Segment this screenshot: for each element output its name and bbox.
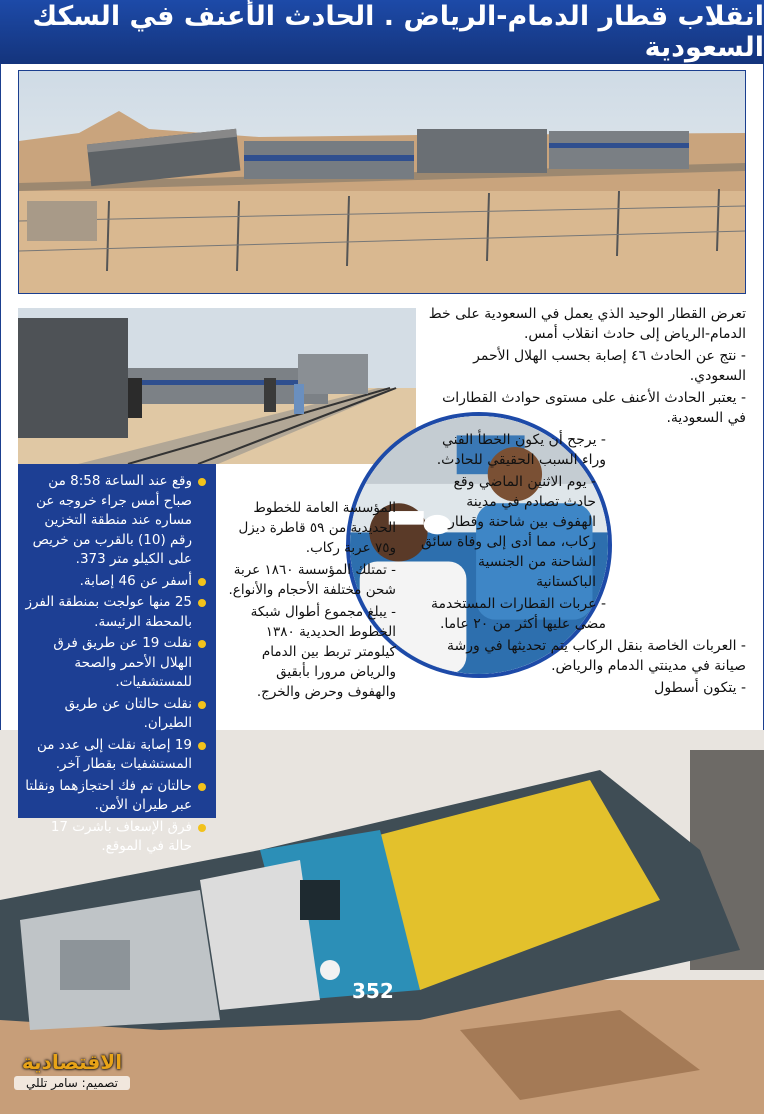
paragraph: - يرجح أن يكون الخطأ الفني وراء السبب الحقيقي للحادث. (436, 432, 606, 468)
paragraph: - يعتبر الحادث الأعنف على مستوى حوادث القطارات في السعودية. (442, 390, 746, 426)
fact-item: أسفر عن 46 إصابة. (24, 572, 206, 592)
bullet-icon (198, 783, 206, 791)
right-column-text (420, 304, 746, 700)
tracks-photo (18, 308, 416, 464)
fact-item: نقلت 19 عن طريق فرق الهلال الأحمر والصحة للمستشفيات. (24, 634, 206, 693)
top-derailment-photo (18, 70, 746, 294)
paragraph: - يتكون أسطول (654, 680, 746, 696)
paragraph: - العربات الخاصة بنقل الركاب يتم تحديثها في ورشة صيانة في مدينتي الدمام والرياض. (447, 638, 746, 674)
paragraph: - عربات القطارات المستخدمة مضى عليها أكثر من ٢٠ عاما. (431, 596, 606, 632)
locomotive-number: 352 (352, 979, 394, 1003)
bullet-icon (198, 701, 206, 709)
bullet-icon (198, 824, 206, 832)
bullet-icon (198, 478, 206, 486)
paragraph: المؤسسة العامة للخطوط الحديدية من ٥٩ قاطرة ديزل و٧٥ عربة ركاب. (238, 500, 396, 556)
fact-item: 19 إصابة نقلت إلى عدد من المستشفيات بقطار آخر. (24, 736, 206, 775)
paragraph: - تمتلك المؤسسة ١٨٦٠ عربة شحن مختلفة الأحجام والأنواع. (228, 562, 396, 598)
paragraph: - نتج عن الحادث ٤٦ إصابة بحسب الهلال الأحمر السعودي. (473, 348, 746, 384)
facts-box (18, 464, 216, 854)
paragraph: تعرض القطار الوحيد الذي يعمل في السعودية على خط الدمام-الرياض إلى حادث انقلاب أمس. (428, 306, 746, 342)
designer-credit: تصميم: سامر تللي (14, 1076, 130, 1090)
fact-item: نقلت حالتان عن طريق الطيران. (24, 695, 206, 734)
fact-item: حالتان تم فك احتجازهما ونقلتا عبر طيران الأمن. (24, 777, 206, 816)
fact-item: فرق الإسعاف باشرت 17 حالة في الموقع. (24, 818, 206, 857)
fact-item: وقع عند الساعة 8:58 من صباح أمس جراء خروجه عن مساره عند منطقة التخزين رقم (10) بالقرب من خريص على الكيلو متر 373. (24, 472, 206, 570)
headline-banner (0, 0, 764, 64)
credits (14, 1050, 130, 1090)
paragraph: - يبلغ مجموع أطوال شبكة الخطوط الحديدية ١٣٨٠ كيلومتر تربط بين الدمام والرياض مرورا بأبقيق والهفوف وحرض والخرج. (250, 604, 396, 700)
headline: انقلاب قطار الدمام-الرياض . الحادث الأعنف في السكك السعودية (32, 1, 764, 63)
bullet-icon (198, 578, 206, 586)
bullet-icon (198, 640, 206, 648)
fact-item: 25 منها عولجت بمنطقة الفرز بالمحطة الرئيسة. (24, 593, 206, 632)
bullet-icon (198, 599, 206, 607)
bullet-icon (198, 742, 206, 750)
publication-logo: الاقتصادية (21, 1050, 123, 1074)
paragraph: - يوم الاثنين الماضي وقع حادث تصادم في مدينة الهفوف بين شاحنة وقطار ركاب، مما أدى إلى وفاة سائق الشاحنة من الجنسية الباكستانية (420, 474, 596, 590)
center-column-text (224, 498, 396, 704)
